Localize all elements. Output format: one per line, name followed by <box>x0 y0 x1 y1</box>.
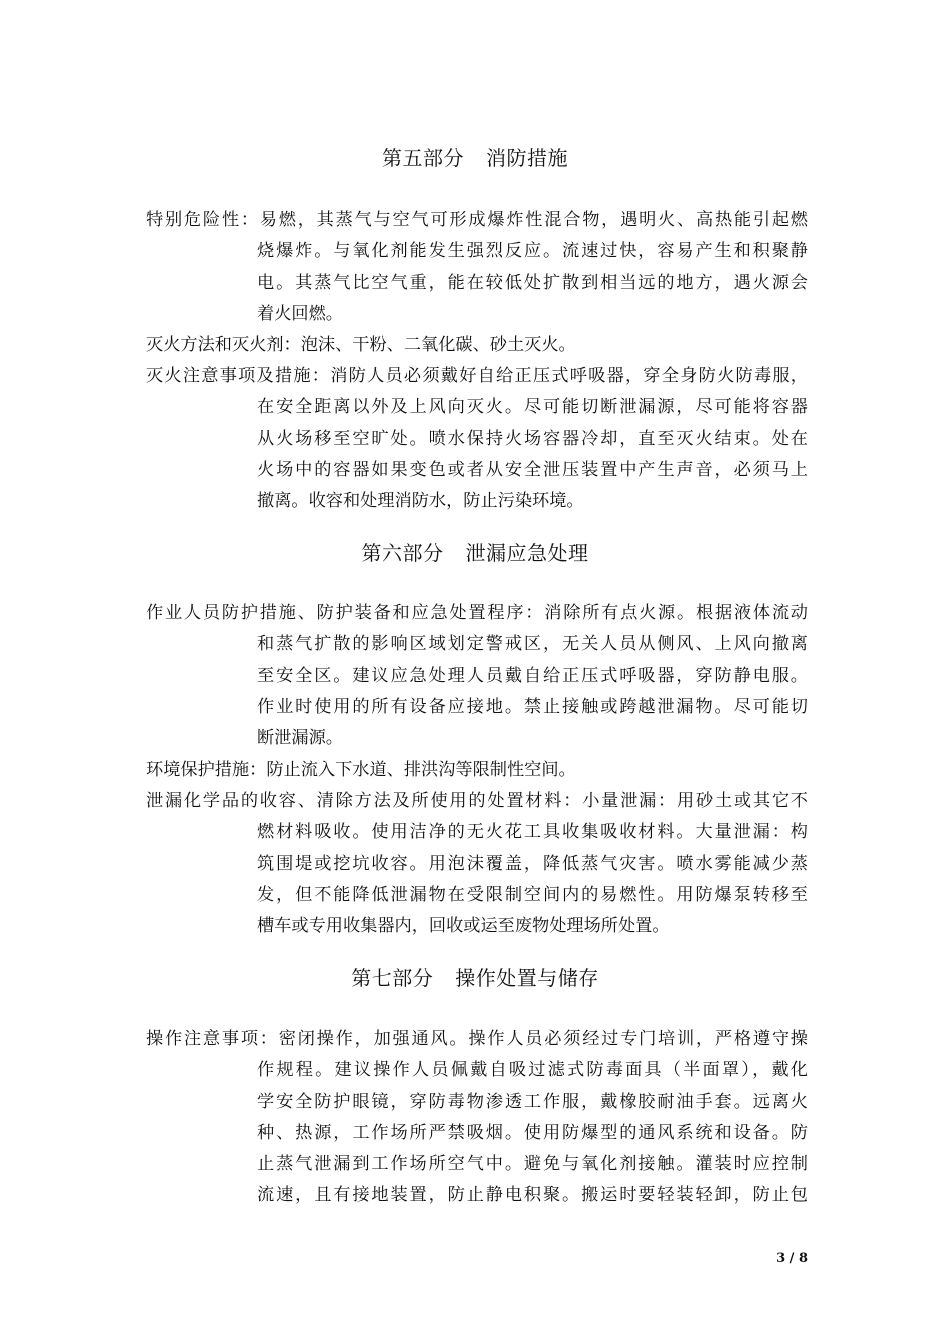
text-line: 至安全区。建议应急处理人员戴自给正压式呼吸器，穿防静电服。 <box>257 665 808 686</box>
text-line: 流速，且有接地装置，防止静电积聚。搬运时要轻装轻卸，防止包 <box>257 1185 808 1206</box>
text-line: 和蒸气扩散的影响区域划定警戒区，无关人员从侧风、上风向撤离 <box>257 634 808 655</box>
section-part-label: 第六部分 <box>361 541 444 565</box>
section-title-fire-measures <box>0 144 950 172</box>
section-part-label: 第五部分 <box>382 146 464 170</box>
text-line: 灭火注意事项及措施：消防人员必须戴好自给正压式呼吸器，穿全身防火防毒服， <box>146 366 808 386</box>
entry-handling-precautions <box>146 1024 808 1212</box>
section-title-accidental-release <box>0 539 950 567</box>
text-line: 泄漏化学品的收容、清除方法及所使用的处置材料：小量泄漏：用砂土或其它不 <box>146 791 808 811</box>
text-line: 学安全防护眼镜，穿防毒物渗透工作服，戴橡胶耐油手套。远离火 <box>257 1091 808 1112</box>
entry-environmental-precautions <box>146 755 808 786</box>
text-line: 撤离。收容和处理消防水，防止污染环境。 <box>257 491 584 512</box>
text-line: 在安全距离以外及上风向灭火。尽可能切断泄漏源，尽可能将容器 <box>257 397 808 418</box>
text-line: 作规程。建议操作人员佩戴自吸过滤式防毒面具（半面罩），戴化 <box>257 1060 808 1081</box>
text-line: 燃材料吸收。使用洁净的无火花工具收集吸收材料。大量泄漏：构 <box>257 822 808 843</box>
text-line: 槽车或专用收集器内，回收或运至废物处理场所处置。 <box>257 916 670 937</box>
page-number: 3 / 8 <box>776 1251 808 1266</box>
entry-containment-cleanup <box>146 786 808 942</box>
text-line: 作业时使用的所有设备应接地。禁止接触或跨越泄漏物。尽可能切 <box>257 696 808 717</box>
text-line: 作业人员防护措施、防护装备和应急处置程序：消除所有点火源。根据液体流动 <box>146 603 808 623</box>
entry-personal-precautions <box>146 598 808 754</box>
section-name: 泄漏应急处理 <box>465 541 589 565</box>
text-line: 操作注意事项：密闭操作，加强通风。操作人员必须经过专门培训，严格遵守操 <box>146 1029 808 1049</box>
text-line: 电。其蒸气比空气重，能在较低处扩散到相当远的地方，遇火源会 <box>257 272 808 293</box>
text-line: 灭火方法和灭火剂：泡沫、干粉、二氧化碳、砂土灭火。 <box>146 335 576 355</box>
text-line: 火场中的容器如果变色或者从安全泄压装置中产生声音，必须马上 <box>257 459 808 480</box>
text-line: 从火场移至空旷处。喷水保持火场容器冷却，直至灭火结束。处在 <box>257 428 808 449</box>
entry-extinguishing-media <box>146 330 808 361</box>
entry-special-hazards <box>146 205 808 330</box>
text-line: 烧爆炸。与氧化剂能发生强烈反应。流速过快，容易产生和积聚静 <box>257 241 808 262</box>
text-line: 发，但不能降低泄漏物在受限制空间内的易燃性。用防爆泵转移至 <box>257 884 808 905</box>
section-name: 操作处置与储存 <box>455 966 599 990</box>
section-part-label: 第七部分 <box>351 966 434 990</box>
text-line: 着火回燃。 <box>257 303 343 324</box>
text-line: 筑围堤或挖坑收容。用泡沫覆盖，降低蒸气灾害。喷水雾能减少蒸 <box>257 853 808 874</box>
text-line: 种、热源，工作场所严禁吸烟。使用防爆型的通风系统和设备。防 <box>257 1122 808 1143</box>
section-title-handling-storage <box>0 964 950 992</box>
text-line: 环境保护措施：防止流入下水道、排洪沟等限制性空间。 <box>146 760 576 780</box>
text-line: 断泄漏源。 <box>257 728 343 749</box>
text-line: 止蒸气泄漏到工作场所空气中。避免与氧化剂接触。灌装时应控制 <box>257 1154 808 1175</box>
section-name: 消防措施 <box>486 146 568 170</box>
text-line: 特别危险性：易燃，其蒸气与空气可形成爆炸性混合物，遇明火、高热能引起燃 <box>146 210 808 230</box>
entry-firefighting-precautions <box>146 361 808 517</box>
